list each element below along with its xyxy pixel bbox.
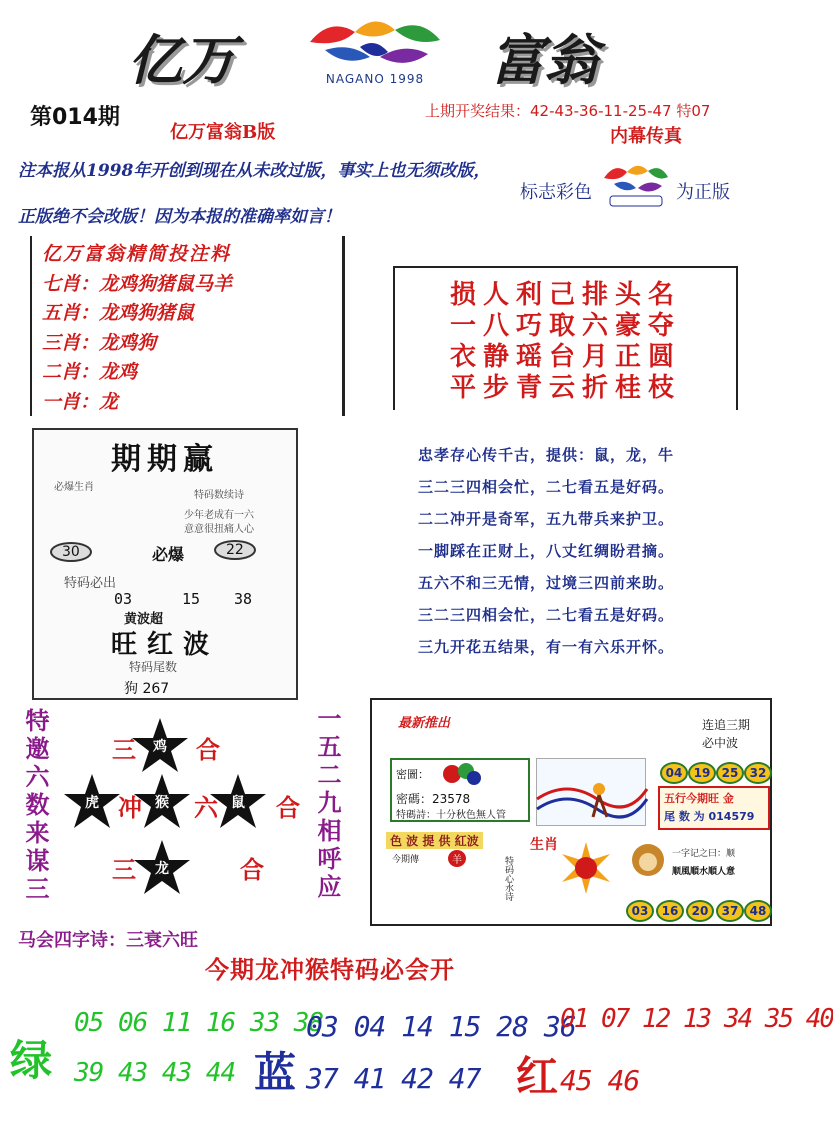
title-right: 富翁 xyxy=(490,28,598,92)
green-wave-row-1: 05 06 11 16 33 38 xyxy=(74,1008,324,1038)
picks-row: 二肖：龙鸡 xyxy=(42,361,138,383)
bottom-ball: 37 xyxy=(716,900,744,922)
clipping-heading: 期期赢 xyxy=(111,442,219,477)
poem-box xyxy=(393,266,738,410)
tagline: 今期龙冲猴特码必会开 xyxy=(205,955,455,984)
bottom-ball: 03 xyxy=(626,900,654,922)
clip2-five-elements: 五行今期旺 金 xyxy=(664,792,734,805)
blue-wave-row-1: 03 04 14 15 28 36 xyxy=(306,1010,576,1043)
clipping-circle-left: 30 xyxy=(50,542,92,562)
blue-wave-row-2: 37 41 42 47 xyxy=(306,1062,481,1095)
picks-row: 五肖：龙鸡狗猪鼠 xyxy=(42,302,195,324)
top-ball: 04 xyxy=(660,762,688,784)
clipping-special-label: 特码必出 xyxy=(64,576,117,591)
clip2-top-right1: 连追三期 xyxy=(702,718,751,732)
illustration xyxy=(536,758,646,826)
clip2-col2: 羊 xyxy=(448,850,466,867)
red-char: 合 xyxy=(276,793,300,822)
red-char: 六 xyxy=(194,793,218,822)
clip2-password-label: 密圖： xyxy=(396,768,429,781)
picks-row: 三肖：龙鸡狗 xyxy=(42,331,157,354)
clipping-tail-value: 狗 267 xyxy=(124,681,170,697)
star-bottom xyxy=(132,838,192,898)
poem-line: 损人利己排头名 xyxy=(449,280,681,310)
star-top-label: 鸡 xyxy=(153,739,167,755)
sun-icon xyxy=(558,840,614,896)
red-wave-label: 红 xyxy=(516,1052,559,1101)
clipping-line-a: 少年老成有一六 xyxy=(184,510,254,521)
picks-row: 一肖：龙 xyxy=(42,390,119,413)
nagano-logo xyxy=(300,12,450,112)
balls-icon xyxy=(442,762,482,786)
star-left xyxy=(62,772,122,832)
fax-label: 内幕传真 xyxy=(610,126,682,147)
bottom-ball: 48 xyxy=(744,900,772,922)
clipping-circle-right: 22 xyxy=(214,540,256,560)
blue-poem-line: 三二三四相会忙，二七看五是好码。 xyxy=(418,606,675,624)
clipping-num: 38 xyxy=(234,590,253,608)
bottom-ball: 20 xyxy=(686,900,714,922)
picks-row: 七肖：龙鸡狗猪鼠马羊 xyxy=(42,272,233,295)
edition-label: 亿万富翁B版 xyxy=(170,122,276,143)
clipping-wave: 旺红波 xyxy=(110,630,219,660)
clip2-top-right2: 必中波 xyxy=(702,736,739,750)
red-char: 三 xyxy=(112,855,136,884)
newspaper-clipping xyxy=(32,428,298,700)
bottom-ball: 16 xyxy=(656,900,684,922)
clip2-tail-numbers: 尾 数 为 014579 xyxy=(664,810,755,823)
clip2-col3: 特码心水诗 xyxy=(503,856,513,901)
vertical-text-right: 一五二九相呼应 xyxy=(313,706,342,902)
title-left: 亿万 xyxy=(128,28,236,92)
clipping-bridge: 黄波超 xyxy=(124,612,164,627)
green-wave-row-2: 39 43 43 44 xyxy=(74,1058,236,1088)
star-right-label: 鼠 xyxy=(231,795,245,811)
star-top xyxy=(130,716,190,776)
blue-poem-line: 忠孝存心传千古，提供：鼠，龙，牛 xyxy=(418,446,675,464)
blue-wave-label: 蓝 xyxy=(254,1048,297,1097)
clip2-col1: 今期傳 xyxy=(392,855,420,865)
logo-note-right: 为正版 xyxy=(676,182,730,203)
newspaper-clipping-2 xyxy=(370,698,772,926)
clip2-wave-row: 色 波 提 供 紅波 xyxy=(386,832,483,849)
logo-text: NAGANO 1998 xyxy=(325,72,425,86)
blue-poem-line: 三九开花五结果，有一有六乐开怀。 xyxy=(418,638,675,656)
red-char: 合 xyxy=(196,735,220,764)
small-nagano-logo xyxy=(600,160,672,210)
logo-note-left: 标志彩色 xyxy=(520,182,592,203)
blue-poem-line: 三二三四相会忙，二七看五是好码。 xyxy=(418,478,675,496)
blue-poem-line: 五六不和三无情，过境三四前来助。 xyxy=(418,574,675,592)
poem-line: 一八巧取六豪夺 xyxy=(449,311,681,341)
clipping-line-b: 意意很扭痛人心 xyxy=(184,524,254,535)
blue-poem-line: 一脚踩在正财上，八丈红绸盼君摘。 xyxy=(418,542,675,560)
green-wave-label: 绿 xyxy=(10,1036,53,1085)
clipping-tail-label: 特码尾数 xyxy=(129,660,178,674)
red-wave-row-2: 45 46 xyxy=(560,1064,640,1097)
top-ball: 25 xyxy=(716,762,744,784)
picks-title: 亿万富翁精简投注料 xyxy=(42,243,232,265)
clip2-special-poem: 特碼詩：十分秋色無人管 xyxy=(396,810,506,821)
red-char: 三 xyxy=(112,735,136,764)
notice-line-2: 正版绝不会改版！因为本报的准确率如言！ xyxy=(18,207,341,227)
horse-poem: 马会四字诗：三衰六旺 xyxy=(18,930,198,951)
notice-line-1: 注本报从1998年开创到现在从未改过版，事实上也无须改版， xyxy=(18,161,491,181)
issue-number: 第014期 xyxy=(30,105,120,130)
top-ball: 19 xyxy=(688,762,716,784)
clipping-sub-left: 必爆生肖 xyxy=(54,482,94,493)
red-char: 冲 xyxy=(118,793,142,822)
blue-poem-line: 二二冲开是奇军，五九带兵来护卫。 xyxy=(418,510,675,528)
clip2-note: 一字记之曰：顺 xyxy=(672,849,736,859)
clipping-num: 15 xyxy=(182,590,201,608)
poem-line: 衣静瑶台月正圆 xyxy=(449,342,681,372)
poem-line: 平步青云折桂枝 xyxy=(449,373,681,403)
red-char: 合 xyxy=(240,855,264,884)
vertical-text-left: 特邀六数来谋三 xyxy=(21,708,50,904)
last-draw-result: 上期开奖结果：42-43-36-11-25-47 特07 xyxy=(425,102,711,120)
clipping-mid-label: 必爆 xyxy=(152,545,185,564)
star-left-label: 虎 xyxy=(85,795,99,811)
clip2-zodiac: 生肖 xyxy=(530,837,558,853)
top-ball: 32 xyxy=(744,762,772,784)
star-bottom-label: 龙 xyxy=(155,861,169,877)
star-center-label: 猴 xyxy=(155,795,169,811)
clip2-password-code: 密碼：23578 xyxy=(396,792,471,806)
clipping-sub-right: 特码数续诗 xyxy=(194,490,244,501)
clip2-note2: 顺風順水順人意 xyxy=(672,867,736,877)
picks-box xyxy=(30,236,345,416)
monkey-icon xyxy=(628,840,668,880)
red-wave-row-1: 01 07 12 13 34 35 40 xyxy=(560,1004,833,1034)
clipping-num: 03 xyxy=(114,590,133,608)
clip2-top-left: 最新推出 xyxy=(398,716,451,731)
